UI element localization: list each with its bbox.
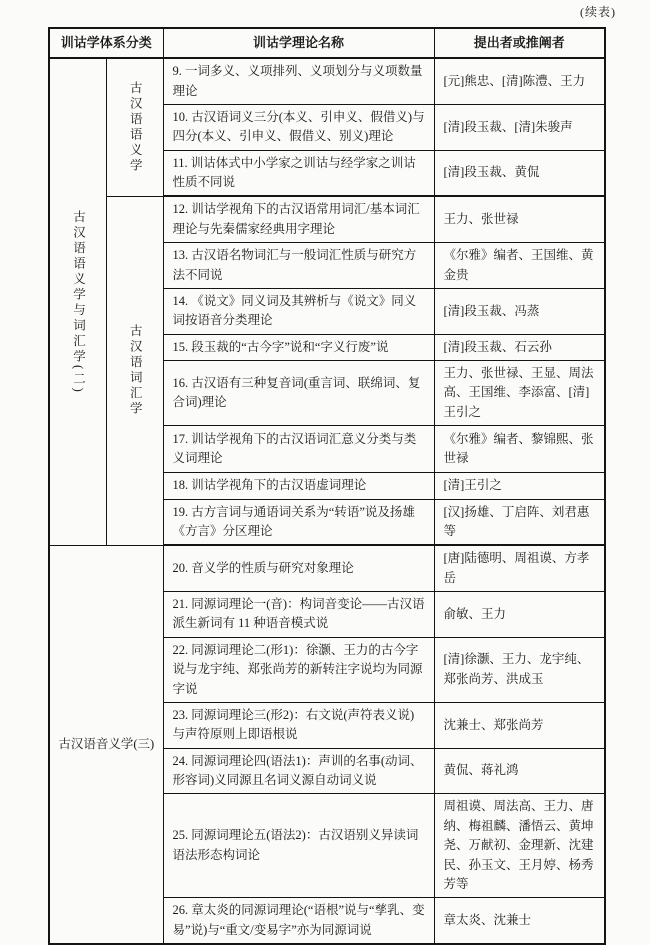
exegetics-theory-table — [48, 27, 606, 945]
theory-cell: 26. 章太炎的同源词理论(“语根”说与“孳乳、变易”说)与“重文/变易字”亦为同源词说 — [163, 898, 434, 944]
proposer-cell: 俞敏、王力 — [434, 592, 605, 638]
proposer-cell: [唐]陆德明、周祖谟、方孝岳 — [434, 545, 605, 591]
header-proposer: 提出者或推阐者 — [434, 28, 605, 58]
proposer-cell: [清]段玉裁、石云孙 — [434, 334, 605, 360]
category-cell-semantics-and-lexicology: 古汉语语义学与词汇学(二) — [49, 58, 106, 545]
proposer-cell: [清]王引之 — [434, 473, 605, 499]
proposer-cell: 王力、张世禄、王显、周法高、王国维、李添富、[清]王引之 — [434, 361, 605, 426]
table-row-20 — [49, 545, 605, 591]
proposer-cell: [元]熊忠、[清]陈澧、王力 — [434, 58, 605, 104]
proposer-cell: [清]段玉裁、冯蒸 — [434, 288, 605, 334]
theory-cell: 13. 古汉语名物词汇与一般词汇性质与研究方法不同说 — [163, 243, 434, 289]
proposer-cell: 周祖谟、周法高、王力、唐纳、梅祖麟、潘悟云、黄坤尧、万献初、金理新、沈建民、孙玉文、王月婷、杨秀芳等 — [434, 794, 605, 898]
subcategory-cell-lexicology: 古汉语词汇学 — [106, 196, 163, 545]
table-row-9 — [49, 58, 605, 104]
theory-cell: 23. 同源词理论三(形2)：右文说(声符表义说)与声符原则上即语根说 — [163, 702, 434, 748]
theory-cell: 25. 同源词理论五(语法2)：古汉语别义异读词语法形态构词论 — [163, 794, 434, 898]
theory-cell: 22. 同源词理论二(形1)：徐灏、王力的古今字说与龙宇纯、郑张尚芳的新转注字说均为同源字说 — [163, 637, 434, 702]
theory-cell: 17. 训诂学视角下的古汉语词汇意义分类与类义词理论 — [163, 426, 434, 473]
proposer-cell: 章太炎、沈兼士 — [434, 898, 605, 944]
theory-cell: 19. 古方言词与通语词关系为“转语”说及扬雄《方言》分区理论 — [163, 499, 434, 545]
theory-cell: 16. 古汉语有三种复音词(重言词、联绵词、复合词)理论 — [163, 361, 434, 426]
table-row-12 — [49, 196, 605, 242]
theory-cell: 9. 一词多义、义项排列、义项划分与义项数量理论 — [163, 58, 434, 104]
proposer-cell: [清]徐灏、王力、龙宇纯、郑张尚芳、洪成玉 — [434, 637, 605, 702]
proposer-cell: [清]段玉裁、黄侃 — [434, 150, 605, 196]
continued-table-label: (续表) — [580, 5, 616, 19]
theory-cell: 21. 同源词理论一(音)：构词音变论——古汉语派生新词有 11 种语音模式说 — [163, 592, 434, 638]
proposer-cell: 王力、张世禄 — [434, 196, 605, 242]
theory-cell: 20. 音义学的性质与研究对象理论 — [163, 545, 434, 591]
theory-cell: 24. 同源词理论四(语法1)：声训的名事(动词、形容词)义同源且名词义源自动词义说 — [163, 748, 434, 794]
theory-cell: 14. 《说文》同义词及其辨析与《说文》同义词按语音分类理论 — [163, 288, 434, 334]
subcategory-cell-semantics: 古汉语语义学 — [106, 58, 163, 196]
theory-cell: 15. 段玉裁的“古今字”说和“字义行废”说 — [163, 334, 434, 360]
proposer-cell: 《尔雅》编者、王国维、黄金贵 — [434, 243, 605, 289]
header-classification: 训诂学体系分类 — [49, 28, 163, 58]
proposer-cell: 黄侃、蒋礼鸿 — [434, 748, 605, 794]
theory-cell: 12. 训诂学视角下的古汉语常用词汇/基本词汇理论与先秦儒家经典用字理论 — [163, 196, 434, 242]
proposer-cell: [汉]扬雄、丁启阵、刘君惠等 — [434, 499, 605, 545]
proposer-cell: 沈兼士、郑张尚芳 — [434, 702, 605, 748]
proposer-cell: 《尔雅》编者、黎锦熙、张世禄 — [434, 426, 605, 473]
table-header-row — [49, 28, 605, 58]
category-cell-phonosemantics: 古汉语音义学(三) — [49, 545, 163, 944]
proposer-cell: [清]段玉裁、[清]朱骏声 — [434, 104, 605, 150]
header-theory-name: 训诂学理论名称 — [163, 28, 434, 58]
theory-cell: 11. 训诂体式中小学家之训诂与经学家之训诂性质不同说 — [163, 150, 434, 196]
theory-cell: 18. 训诂学视角下的古汉语虚词理论 — [163, 473, 434, 499]
theory-cell: 10. 古汉语词义三分(本义、引申义、假借义)与四分(本义、引申义、假借义、别义)理论 — [163, 104, 434, 150]
